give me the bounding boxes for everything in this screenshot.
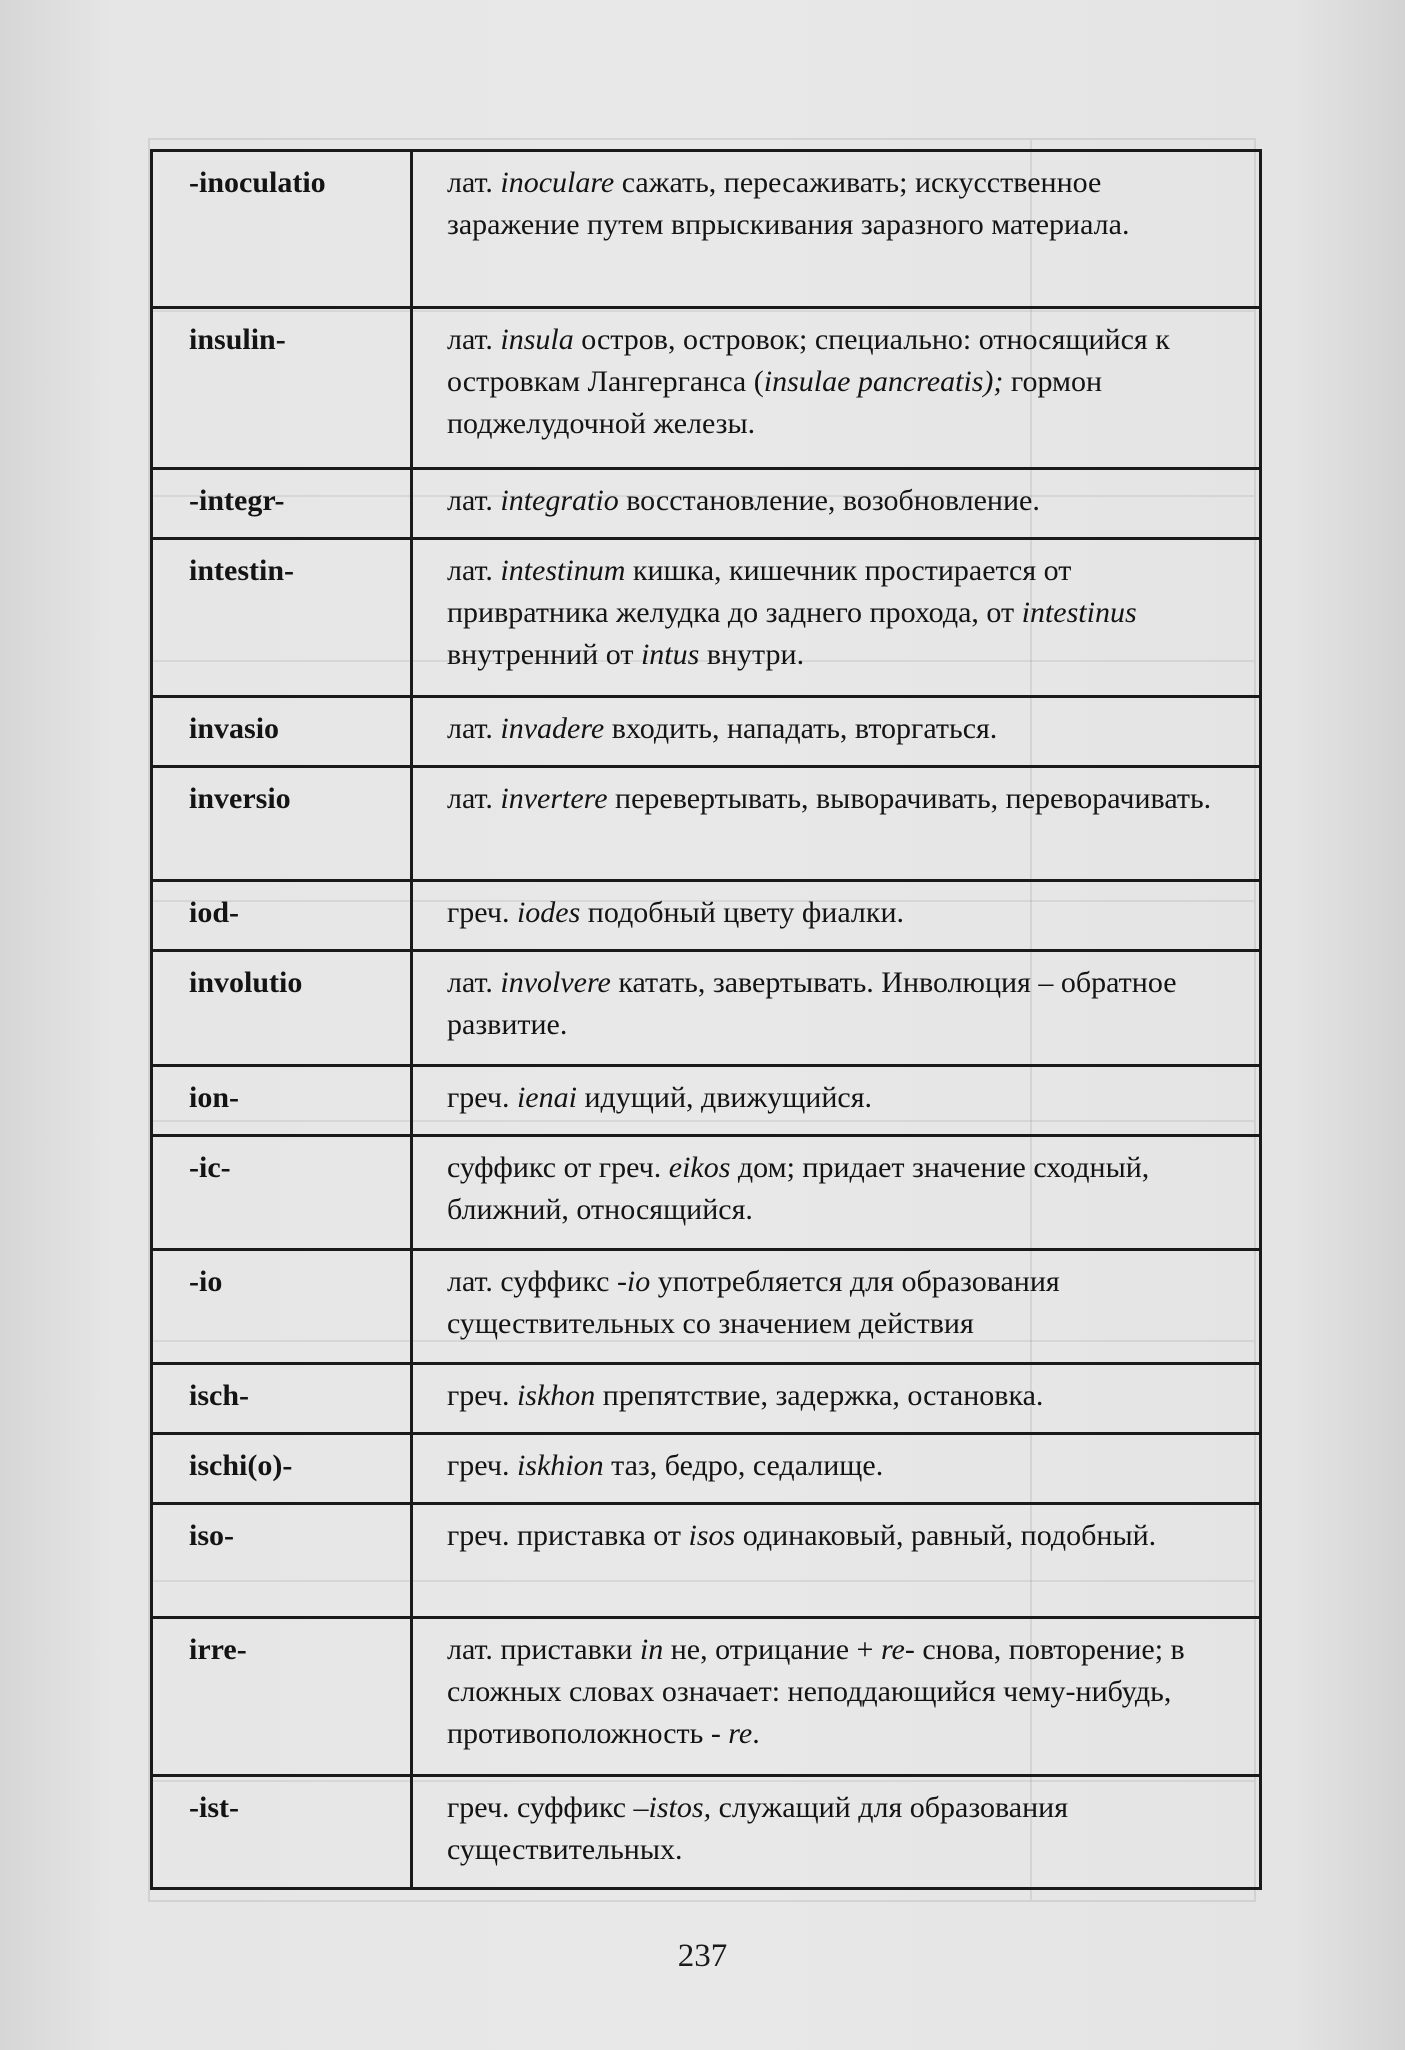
definition-cell <box>412 1775 1261 1888</box>
italic-term: insulae pancreatis); <box>763 365 1004 399</box>
definition-text: лат. <box>447 966 501 1000</box>
italic-term: iskhion <box>516 1449 604 1483</box>
table-row <box>152 951 1261 1065</box>
term-cell: -ic- <box>152 1135 412 1249</box>
italic-term: invertere <box>500 782 608 816</box>
definition-text: лат. приставки <box>447 1633 640 1667</box>
definition-text: лат. <box>447 323 501 357</box>
dictionary-table <box>150 149 1262 1890</box>
definition-cell <box>412 1135 1261 1249</box>
term-cell: -inoculatio <box>152 151 412 308</box>
definition-text: препятствие, задержка, остановка. <box>595 1378 1044 1412</box>
definition-cell <box>412 881 1261 951</box>
dictionary-table-body <box>152 151 1261 1889</box>
definition-text: греч. приставка от <box>447 1519 689 1553</box>
italic-term: isos <box>688 1519 736 1553</box>
definition-cell <box>412 1363 1261 1433</box>
definition-text: дом; придает значение сходный, ближний, относящийся. <box>447 1150 1150 1226</box>
definition-cell <box>412 538 1261 696</box>
definition-text: одинаковый, равный, подобный. <box>735 1519 1157 1553</box>
term-cell: -io <box>152 1249 412 1363</box>
definition-text: лат. <box>447 166 501 199</box>
definition-cell <box>412 308 1261 468</box>
definition-cell <box>412 468 1261 538</box>
definition-text: лат. <box>447 553 501 587</box>
definition-text: не, отрицание + <box>663 1633 881 1667</box>
definition-text: употребляется для образования существительных со значением действия <box>447 1264 1060 1340</box>
italic-term: intestinum <box>500 553 626 587</box>
italic-term: re- <box>880 1633 915 1667</box>
definition-text: катать, завертывать. Инволюция – обратное развитие. <box>447 966 1177 1042</box>
definition-text: идущий, движущийся. <box>576 1080 873 1114</box>
definition-text: восстановление, возобновление. <box>618 483 1040 517</box>
definition-cell <box>412 1504 1261 1618</box>
italic-term: iodes <box>516 896 581 930</box>
term-cell: -integr- <box>152 468 412 538</box>
definition-text: снова, повторение; в сложных словах означает: неподдающийся чему-нибудь, противоположность <box>447 1633 1185 1751</box>
italic-term: intestinus <box>1021 595 1137 629</box>
definition-text: кишка, кишечник простирается от привратника желудка до заднего прохода, от <box>447 553 1072 629</box>
table-row <box>152 1775 1261 1888</box>
italic-term: involvere <box>500 966 611 1000</box>
table-row <box>152 151 1261 308</box>
table-row <box>152 881 1261 951</box>
table-row <box>152 1135 1261 1249</box>
term-cell: ischi(o)- <box>152 1434 412 1504</box>
definition-text: таз, бедро, седалище. <box>603 1449 884 1483</box>
definition-text: лат. суффикс <box>447 1264 617 1298</box>
definition-text: внутренний от <box>447 637 641 671</box>
table-row <box>152 1363 1261 1433</box>
table-row <box>152 468 1261 538</box>
table-row <box>152 308 1261 468</box>
definition-text: лат. <box>447 711 501 745</box>
term-cell: insulin- <box>152 308 412 468</box>
definition-text: сажать, пересаживать; искусственное заражение путем впрыскивания заразного материала. <box>447 166 1130 241</box>
italic-term: integratio <box>500 483 619 517</box>
definition-cell <box>412 151 1261 308</box>
definition-cell <box>412 1065 1261 1135</box>
definition-cell <box>412 696 1261 766</box>
definition-text: подобный цвету фиалки. <box>580 896 905 930</box>
definition-text: внутри. <box>699 637 805 671</box>
definition-text: греч. суффикс <box>447 1790 634 1824</box>
definition-text: лат. <box>447 483 501 517</box>
term-cell: -ist- <box>152 1775 412 1888</box>
term-cell: inversio <box>152 767 412 881</box>
term-cell: iod- <box>152 881 412 951</box>
definition-text: остров, островок; специально: относящийся к островкам Лангерганса ( <box>447 323 1170 399</box>
definition-text: входить, нападать, вторгаться. <box>604 711 998 745</box>
table-row <box>152 538 1261 696</box>
term-cell: iso- <box>152 1504 412 1618</box>
definition-cell <box>412 767 1261 881</box>
table-row <box>152 1249 1261 1363</box>
page-number: 237 <box>677 1938 728 1974</box>
italic-term: inoculare <box>500 166 615 199</box>
italic-term: intus <box>640 637 700 671</box>
italic-term: in <box>639 1633 664 1667</box>
italic-term: eikos <box>668 1150 731 1184</box>
term-cell: invasio <box>152 696 412 766</box>
definition-cell <box>412 1249 1261 1363</box>
definition-text: греч. <box>447 1080 517 1114</box>
table-row <box>152 1434 1261 1504</box>
table-row <box>152 1504 1261 1618</box>
italic-term: ienai <box>516 1080 577 1114</box>
definition-text: суффикс от греч. <box>447 1150 669 1184</box>
definition-text: служащий для образования существительных. <box>447 1790 1069 1866</box>
table-row <box>152 696 1261 766</box>
definition-cell <box>412 951 1261 1065</box>
definition-text: греч. <box>447 1449 517 1483</box>
italic-term: insula <box>500 323 574 357</box>
term-cell: intestin- <box>152 538 412 696</box>
italic-term: iskhon <box>516 1378 596 1412</box>
definition-text: гормон поджелудочной железы. <box>447 365 1103 441</box>
definition-cell <box>412 1434 1261 1504</box>
definition-cell <box>412 1618 1261 1775</box>
definition-text: лат. <box>447 782 501 816</box>
italic-term: –istos, <box>633 1790 712 1824</box>
term-cell: isch- <box>152 1363 412 1433</box>
table-row <box>152 1618 1261 1775</box>
definition-text: перевертывать, выворачивать, переворачивать. <box>607 782 1212 816</box>
definition-text: . <box>752 1717 760 1751</box>
table-row <box>152 767 1261 881</box>
italic-term: - re <box>710 1717 753 1751</box>
definition-text: греч. <box>447 896 517 930</box>
term-cell: involutio <box>152 951 412 1065</box>
italic-term: invadere <box>500 711 605 745</box>
term-cell: ion- <box>152 1065 412 1135</box>
definition-text: греч. <box>447 1378 517 1412</box>
term-cell: irre- <box>152 1618 412 1775</box>
table-row <box>152 1065 1261 1135</box>
italic-term: -io <box>616 1264 651 1298</box>
